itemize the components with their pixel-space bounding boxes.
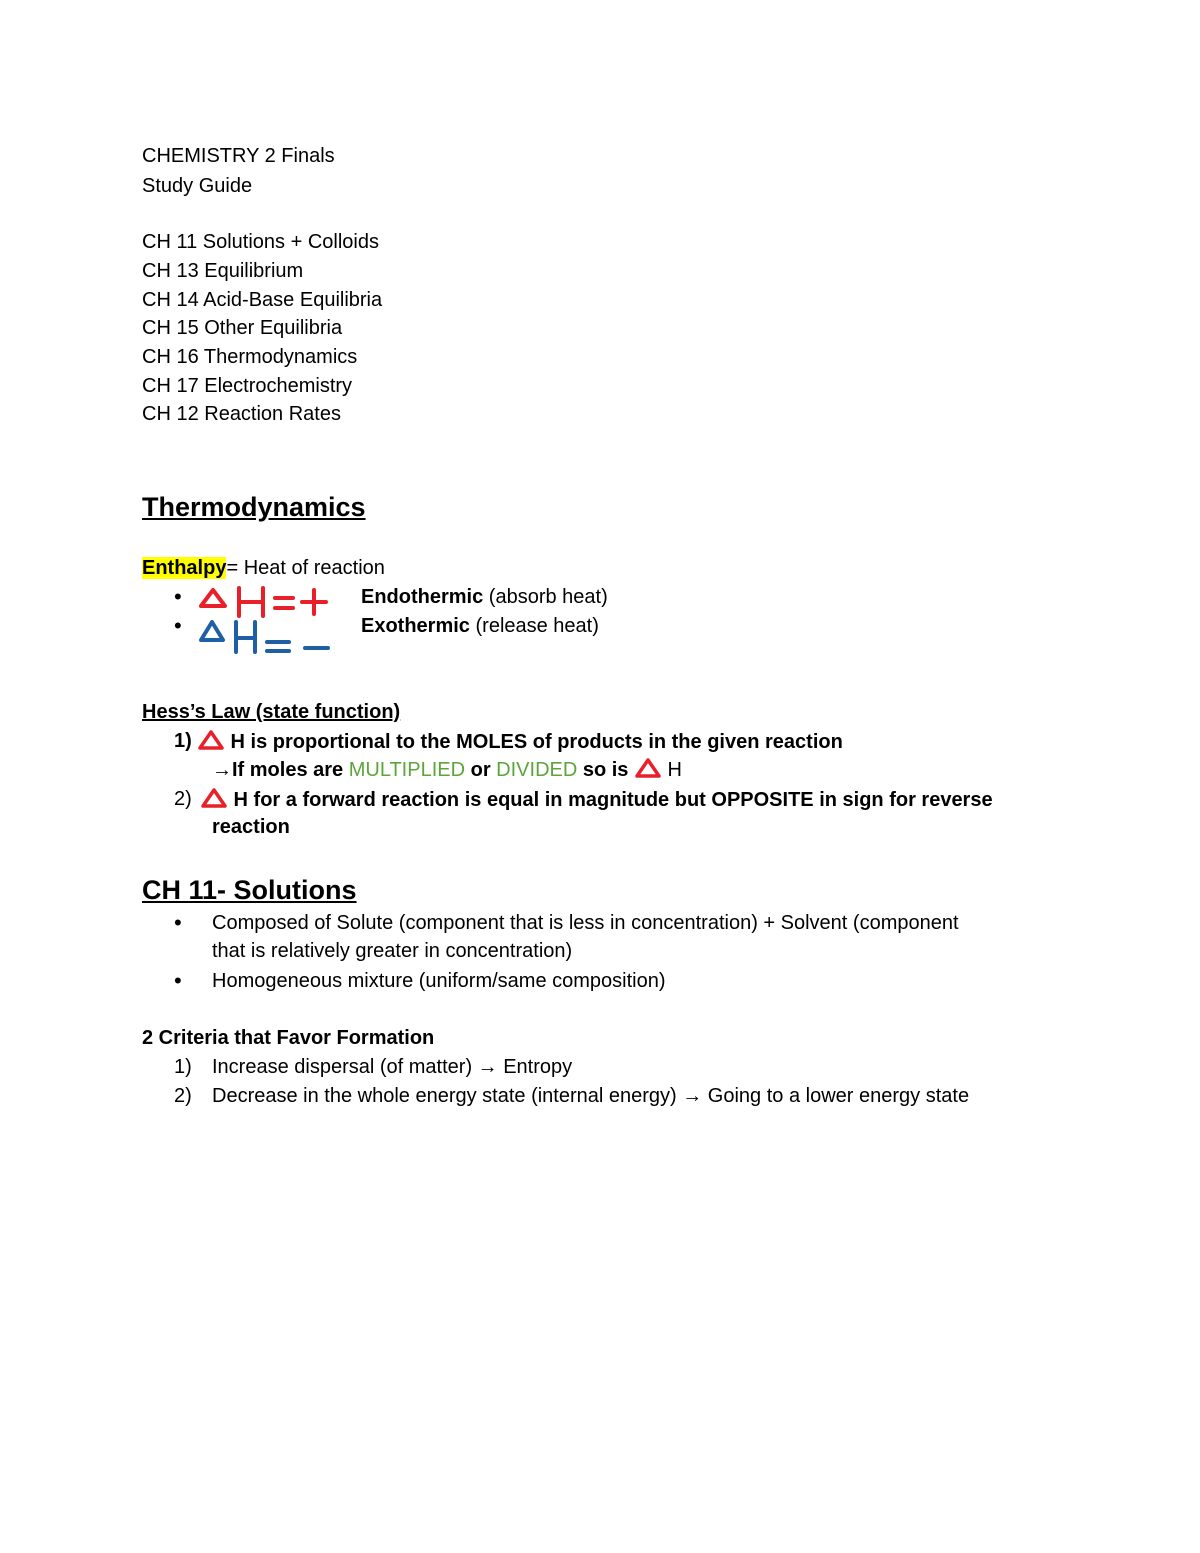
chapter-item: CH 14 Acid-Base Equilibria: [142, 289, 383, 311]
chapter-item: CH 17 Electrochemistry: [142, 375, 353, 397]
exothermic-text: [361, 614, 599, 638]
exothermic-term: Exothermic: [361, 615, 470, 637]
bullet-dot: •: [174, 613, 182, 638]
solutions-bullet-1: Composed of Solute (component that is less in concentration) + Solvent (component: [212, 912, 959, 934]
delta-icon: [200, 787, 228, 809]
bullet-dot: •: [174, 910, 182, 935]
criteria-item: Increase dispersal (of matter) → Entropy: [212, 1056, 573, 1078]
chapter-item: CH 15 Other Equilibria: [142, 317, 343, 339]
chapter-item: CH 16 Thermodynamics: [142, 346, 358, 368]
chapter-item: CH 11 Solutions + Colloids: [142, 231, 379, 253]
rule-2-text: H for a forward reaction is equal in magnitude but OPPOSITE in sign for reverse: [228, 789, 993, 811]
enthalpy-term: Enthalpy: [142, 557, 227, 579]
hess-rule-2: [200, 787, 993, 812]
chapter-item: CH 12 Reaction Rates: [142, 403, 341, 425]
chapter-item: CH 13 Equilibrium: [142, 260, 304, 282]
criteria-number: 1): [174, 1056, 192, 1078]
criteria-heading: 2 Criteria that Favor Formation: [142, 1027, 435, 1049]
endothermic-term: Endothermic: [361, 586, 484, 608]
rule-number: 2): [174, 788, 192, 810]
delta-icon: [197, 729, 225, 751]
rule-1-sub-so: so is: [577, 759, 634, 781]
criteria-item: Decrease in the whole energy state (internal energy) → Going to a lower energy state: [212, 1085, 970, 1107]
divided-word: DIVIDED: [496, 759, 578, 781]
enthalpy-definition: [142, 556, 385, 580]
criteria-number: 2): [174, 1085, 192, 1107]
multiplied-word: MULTIPLIED: [348, 759, 466, 781]
hess-rule-2-cont: reaction: [212, 816, 290, 838]
page-title: CHEMISTRY 2 Finals: [142, 145, 335, 167]
solutions-heading: CH 11- Solutions: [142, 875, 357, 905]
rule-1-text: H is proportional to the MOLES of products in the given reaction: [225, 731, 843, 753]
delta-h-negative-icon: [197, 618, 332, 654]
solutions-bullet-2: Homogeneous mixture (uniform/same composition): [212, 970, 666, 992]
solutions-bullet-1-cont: that is relatively greater in concentration): [212, 940, 573, 962]
rule-number: 1): [174, 730, 192, 752]
page-subtitle: Study Guide: [142, 175, 253, 197]
endothermic-desc: (absorb heat): [483, 586, 608, 608]
bullet-dot: •: [174, 584, 182, 609]
delta-h-positive-icon: [197, 586, 332, 618]
hess-law-heading: Hess’s Law (state function): [142, 701, 401, 723]
rule-1-sub-end: H: [662, 759, 682, 781]
delta-icon: [634, 757, 662, 779]
bullet-dot: •: [174, 968, 182, 993]
rule-1-sub-prefix: →If moles are: [212, 759, 349, 781]
exothermic-desc: (release heat): [469, 615, 599, 637]
hess-rule-1-sub: [212, 757, 682, 782]
endothermic-text: [361, 585, 608, 609]
rule-1-sub-or: or: [465, 759, 497, 781]
hess-rule-1: [197, 729, 843, 754]
thermodynamics-heading: Thermodynamics: [142, 492, 366, 522]
enthalpy-def: = Heat of reaction: [226, 557, 385, 579]
